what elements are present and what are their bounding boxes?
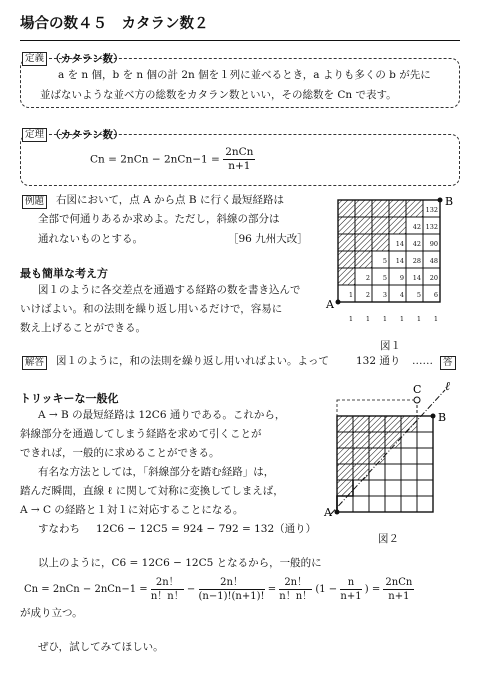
figure-2-label-a: A [324,506,332,519]
figure-1-count: 1 [433,315,438,323]
simple-line1: 図１のように各交差点を通過する経路の数を書き込んで [38,284,301,296]
figure-1-count: 5 [382,257,387,265]
general-line2: が成り立つ。 [20,607,83,619]
figure-1-count: 6 [433,291,438,299]
general-formula [24,576,414,603]
simple-heading: 最も簡単な考え方 [20,267,108,280]
figure-1-count: 3 [382,291,387,299]
figure-1-count: 9 [399,274,404,282]
figure-1-count: 1 [416,315,421,323]
theorem-fraction [223,146,255,173]
general-frac5 [383,576,414,603]
general-closing: ぜひ，試してみてほしい。 [38,641,164,653]
figure-2-dashed-extension [337,400,417,416]
tricky-line1: A → B の最短経路は 12C6 通りである。これから， [38,409,286,421]
general-frac3-num: 2n！ [279,576,312,590]
general-frac1-den: n！n！ [150,591,184,602]
figure-2-label-c: C [413,383,422,396]
general-frac3 [279,576,312,603]
answer-end-mark: 答 [440,356,456,370]
tricky-line5: 踏んだ瞬間，直線 ℓ に関して対称に変換してしまえば， [20,485,284,497]
theorem-formula-left: Cn = 2nCn − 2nCn−1 = [90,153,220,166]
tricky-line4: 有名な方法としては，「斜線部分を踏む経路」は， [38,466,275,478]
figure-1-count: 42 [412,240,421,248]
figure-1-count: 4 [399,291,404,299]
figure-1-count: 1 [365,315,370,323]
figure-1-label-b: B [445,195,454,208]
tricky-line7-math: 12C6 − 12C5 = 924 − 792 = 132（通り） [96,523,317,535]
figure-1-count: 2 [365,274,370,282]
general-frac2-den: (n−1)!(n+1)! [198,591,265,602]
general-frac5-num: 2nCn [385,577,413,588]
figure-1-count: 5 [382,274,387,282]
figure-1-count: 132 [425,206,438,214]
general-eq: = [267,584,277,595]
general-frac1 [151,576,184,603]
figure-2-point-b [431,414,436,419]
simple-line3: 数え上げることができる。 [20,322,146,334]
figure-1-count: 2 [365,291,370,299]
example-line2: 全部で何通りあるか求めよ。ただし，斜線の部分は [38,213,280,225]
figure-1-count: 1 [348,291,353,299]
figure-1-count: 1 [399,315,404,323]
figure-2-grid [315,379,475,532]
figure-1-caption: 図１ [380,340,401,352]
example-tag: 例題 [22,195,47,209]
definition-tag: 定義 [22,52,47,66]
general-paren-open: (1 − [315,584,338,595]
general-frac4-den: n+1 [340,591,362,602]
figure-1-count: 5 [416,291,421,299]
general-eq2: = [371,584,381,595]
page-title: 場合の数４５ カタラン数２ [20,16,209,32]
figure-1-count: 14 [395,240,404,248]
theorem-tag: 定理 [22,128,47,142]
definition-line2: 並ばないような並べ方の総数をカタラン数といい，その総数を Cn で表す。 [40,89,397,101]
figure-2-label-b: B [438,411,447,424]
figure-1-count: 132 [425,223,438,231]
general-frac4-num: n [340,576,361,590]
figure-2-label-l: ℓ [445,379,450,393]
tricky-line3: できれば，一般的に求めることができる。 [20,447,220,459]
figure-1-count: 1 [382,315,387,323]
theorem-formula [90,146,255,173]
answer-tag: 解答 [22,356,47,370]
figure-1-point-b [438,198,443,203]
figure-1-count: 14 [412,274,421,282]
tricky-line6: A → C の経路と１対１に対応することになる。 [20,504,244,516]
figure-1-grid [318,190,468,335]
general-frac2 [199,576,265,603]
figure-1-label-a: A [326,298,334,311]
definition-label: （カタラン数） [50,53,124,65]
simple-line2: いけばよい。和の法則を繰り返し用いるだけで，容易に [20,303,283,315]
figure-1-count: 28 [412,257,421,265]
answer-result: 132 通り [356,355,401,367]
figure-1-point-a [336,300,341,305]
figure-1-count: 1 [348,315,353,323]
figure-2-point-c [414,397,420,403]
example-line3: 通れないものとする。 [38,233,143,245]
general-formula-left: Cn = 2nCn − 2nCn−1 = [24,584,148,595]
figure-2-caption: 図２ [378,533,399,545]
theorem-fraction-den: n+1 [228,160,251,172]
general-frac1-num: 2n！ [151,576,184,590]
example-source: ［96 九州大改］ [228,233,308,245]
figure-2-point-a [335,510,340,515]
general-frac2-num: 2n！ [199,576,265,590]
general-frac5-den: n+1 [388,591,410,602]
general-frac4 [340,576,361,603]
tricky-line2: 斜線部分を通過してしまう経路を求めて引くことが [20,428,262,440]
figure-1-count: 48 [429,257,438,265]
answer-dots: …… [412,355,433,367]
definition-line1: a を n 個，b を n 個の計 2n 個を１列に並べるとき，a よりも多くの b が先に [58,69,431,81]
tricky-heading: トリッキーな一般化 [20,392,119,405]
example-line1: 右図において，点 A から点 B に行く最短経路は [56,194,284,206]
answer-text: 図１のように，和の法則を繰り返し用いればよい。よって [56,355,329,367]
general-frac3-den: n！n！ [279,591,313,602]
general-minus: − [186,584,196,595]
figure-1-count: 42 [412,223,421,231]
figure-1-count: 14 [395,257,404,265]
theorem-fraction-num: 2nCn [225,146,254,158]
general-paren-close: ) [364,584,369,595]
figure-1-count: 20 [429,274,438,282]
title-rule [20,40,460,41]
general-line1: 以上のように，C6 = 12C6 − 12C5 となるから，一般的に [38,557,322,569]
figure-1-count: 90 [429,240,438,248]
theorem-label: （カタラン数） [50,129,124,141]
tricky-line7-pre: すなわち [38,523,80,535]
